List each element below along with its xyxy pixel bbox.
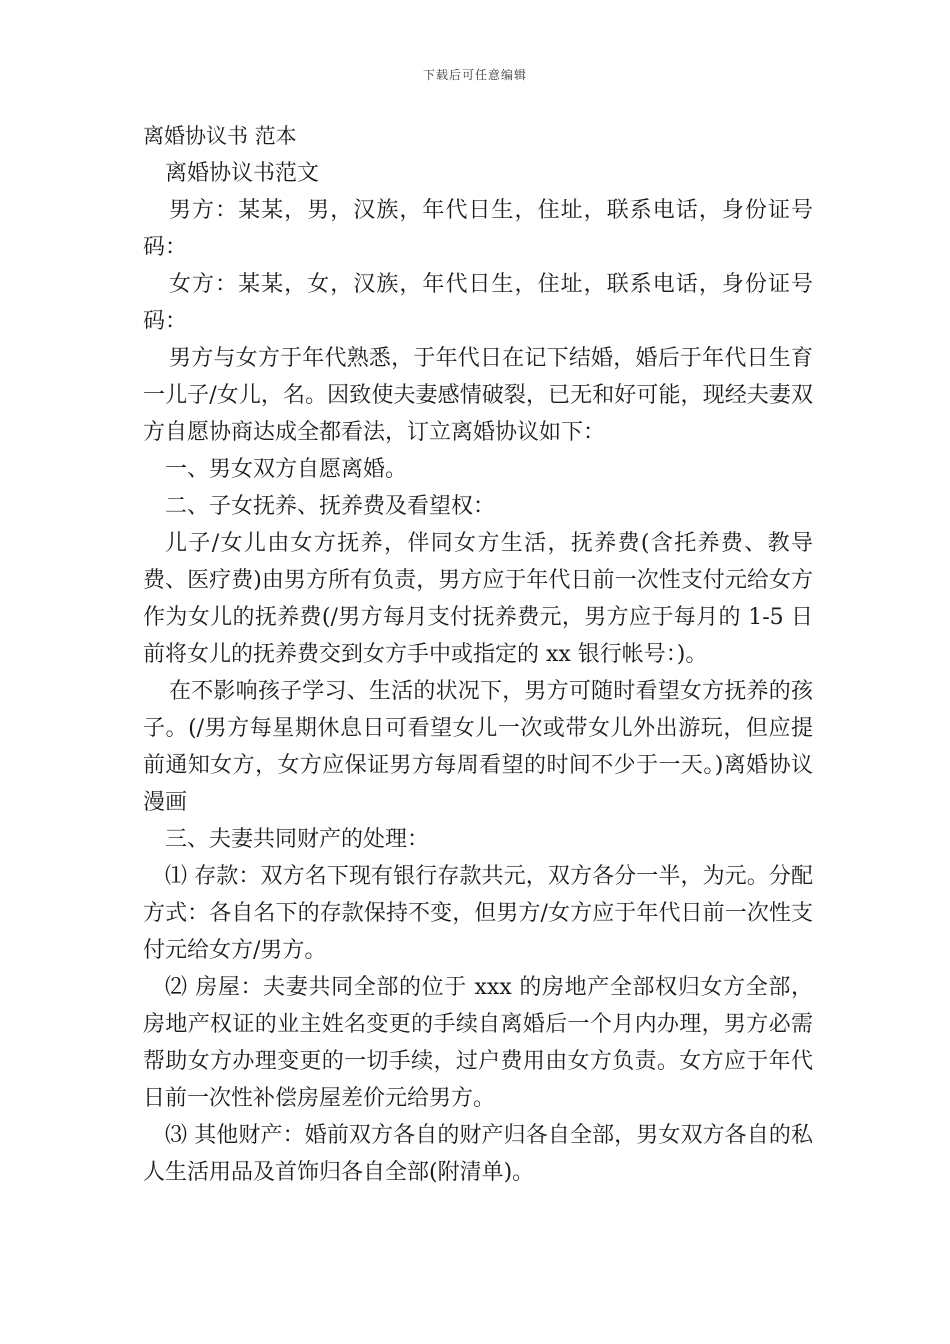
section-heading-property: 三、夫妻共同财产的处理： — [165, 827, 430, 852]
paragraph-background: 男方与女方于年代熟悉，于年代日在记下结婚，婚后于年代日生育一儿子/女儿，名。因致使夫妻感情破裂，已无和好可能，现经夫妻双方自愿协商达成全都看法，订立离婚协议如下： — [143, 346, 813, 445]
document-body — [143, 118, 813, 1191]
paragraph-visitation: 在不影响孩子学习、生活的状况下，男方可随时看望女方抚养的孩子。(/男方每星期休息日可看望女儿一次或带女儿外出游玩，但应提前通知女方，女方应保证男方每周看望的时间不少于一天。)离婚协议漫画 — [143, 679, 813, 815]
paragraph-male-party: 男方：某某，男，汉族，年代日生，住址，联系电话，身份证号码： — [143, 198, 813, 260]
paragraph-deposits: ⑴ 存款：双方名下现有银行存款共元，双方各分一半，为元。分配方式：各自名下的存款保持不变，但男方/女方应于年代日前一次性支付元给女方/男方。 — [143, 864, 813, 963]
paragraph-custody: 儿子/女儿由女方抚养，伴同女方生活，抚养费(含托养费、教导费、医疗费)由男方所有负责，男方应于年代日前一次性支付元给女方作为女儿的抚养费(/男方每月支付抚养费元，男方应于每月的 1-5 日前将女儿的抚养费交到女方手中或指定的 xx 银行帐号：)。 — [143, 531, 813, 667]
paragraph-female-party: 女方：某某，女，汉族，年代日生，住址，联系电话，身份证号码： — [143, 272, 813, 334]
paragraph-house: ⑵ 房屋：夫妻共同全部的位于 xxx 的房地产全部权归女方全部，房地产权证的业主姓名变更的手续自离婚后一个月内办理，男方必需帮助女方办理变更的一切手续，过户费用由女方负责。女方应于年代日前一次性补偿房屋差价元给男方。 — [143, 975, 813, 1111]
section-heading-custody: 二、子女抚养、抚养费及看望权： — [165, 494, 496, 519]
document-subtitle: 离婚协议书范文 — [165, 161, 320, 186]
page-header: 下载后可任意编辑 — [422, 68, 527, 82]
paragraph-other-property: ⑶ 其他财产：婚前双方各自的财产归各自全部，男女双方各自的私人生活用品及首饰归各自全部(附清单)。 — [143, 1123, 813, 1185]
document-title: 离婚协议书 范本 — [143, 124, 297, 148]
section-heading-divorce: 一、男女双方自愿离婚。 — [165, 457, 408, 482]
